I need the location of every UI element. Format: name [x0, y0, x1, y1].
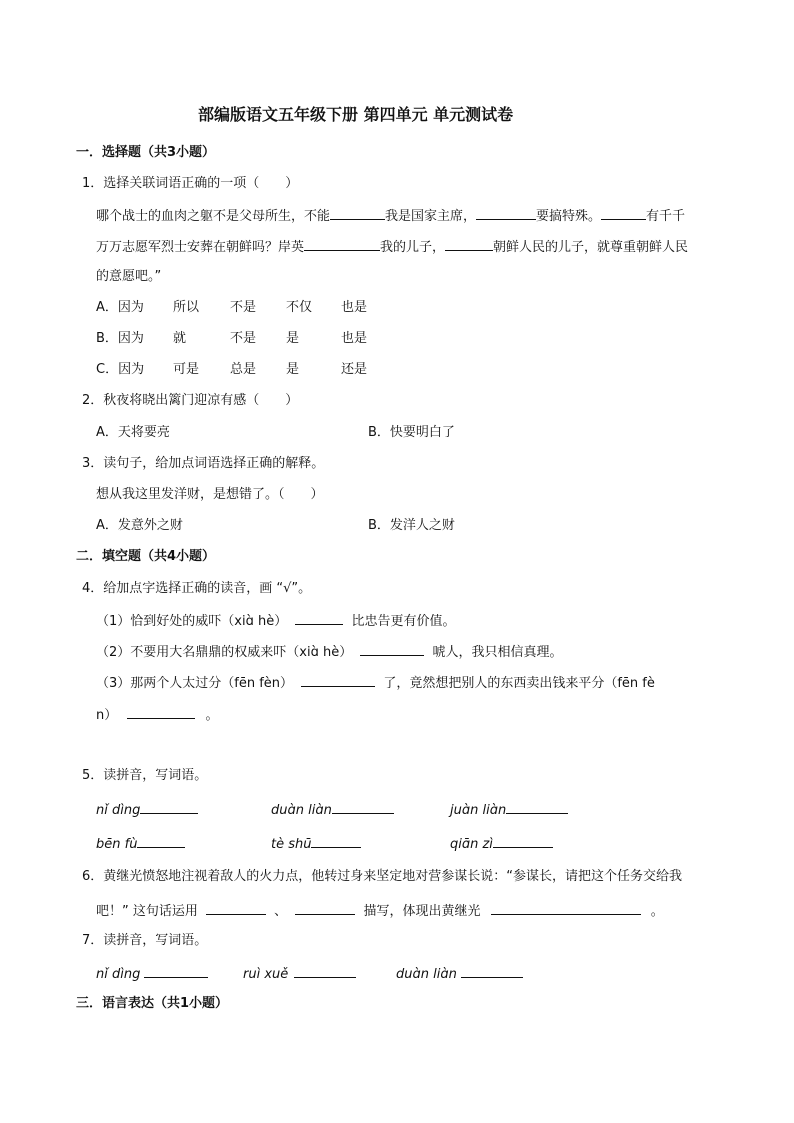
answer-blank[interactable]	[491, 901, 641, 915]
answer-blank[interactable]	[301, 673, 375, 687]
passage-text: 要搞特殊。	[536, 209, 602, 224]
passage-text: 哪个战士的血肉之躯不是父母所生，不能	[96, 209, 331, 224]
part-text: （1）恰到好处的威吓（xiɑ̀ hè）	[96, 614, 288, 629]
pinyin-item	[396, 964, 523, 984]
pinyin-item	[96, 800, 198, 820]
answer-blank[interactable]	[330, 206, 385, 220]
question-5-stem: 5．读拼音，写词语。	[82, 768, 208, 783]
answer-blank[interactable]	[332, 800, 394, 814]
passage-text: 我是国家主席，	[385, 209, 477, 224]
section-heading-expression: 三．语言表达（共1小题）	[76, 996, 229, 1011]
question-4-part-1	[96, 611, 456, 631]
question-1-passage-line-2	[96, 237, 688, 257]
answer-blank[interactable]	[295, 611, 343, 625]
section-heading-choice: 一．选择题（共3小题）	[76, 145, 216, 160]
option-c-word: 可是	[173, 362, 200, 377]
passage-text: 朝鲜人民的儿子，就尊重朝鲜人民	[493, 240, 689, 255]
question-7-stem: 7．读拼音，写词语。	[82, 933, 208, 948]
option-c-label[interactable]: C．因为	[96, 362, 145, 377]
pinyin-text: duɑ̀n liɑ̀n	[396, 967, 457, 982]
question-2-option-b[interactable]: B．快要明白了	[368, 425, 455, 440]
option-b-word: 就	[173, 331, 187, 346]
pinyin-item	[450, 834, 553, 854]
passage-text: 我的儿子，	[380, 240, 446, 255]
pinyin-text: bēn fù	[96, 837, 138, 852]
question-1-passage-line-3: 的意愿吧。”	[96, 269, 162, 284]
pinyin-item	[96, 964, 208, 984]
q6-text: 吧！” 这句话运用	[96, 904, 198, 919]
question-4-stem: 4．给加点字选择正确的读音，画 “√”。	[82, 581, 312, 596]
answer-blank[interactable]	[461, 964, 523, 978]
option-b-label[interactable]: B．因为	[96, 331, 144, 346]
pinyin-item	[450, 800, 568, 820]
part-text: 了，竟然想把别人的东西卖出钱来平分（fēn fè	[383, 676, 655, 691]
option-b-word: 也是	[341, 331, 368, 346]
option-a-word: 不仅	[286, 300, 313, 315]
part-text: n）	[96, 708, 118, 723]
answer-blank[interactable]	[360, 642, 424, 656]
pinyin-text: juɑ̀n liɑ̀n	[450, 803, 507, 818]
answer-blank[interactable]	[476, 206, 536, 220]
option-a-word: 所以	[173, 300, 200, 315]
q6-text: 描写，体现出黄继光	[363, 904, 481, 919]
part-text: （2）不要用大名鼎鼎的权威来吓（xiɑ̀ hè）	[96, 645, 353, 660]
pinyin-item	[96, 834, 185, 854]
pinyin-text: tè shū	[271, 837, 312, 852]
pinyin-text: ruì xuě	[243, 967, 289, 982]
question-2-stem: 2．秋夜将晓出篱门迎凉有感（ ）	[82, 393, 299, 408]
pinyin-text: nǐ dìng	[96, 803, 141, 818]
question-3-option-a[interactable]: A．发意外之财	[96, 518, 183, 533]
q6-text: 。	[650, 904, 664, 919]
answer-blank[interactable]	[295, 901, 355, 915]
answer-blank[interactable]	[144, 964, 208, 978]
part-text: （3）那两个人太过分（fēn fèn）	[96, 676, 294, 691]
question-1-stem: 1．选择关联词语正确的一项（ ）	[82, 176, 299, 191]
option-b-word: 是	[286, 331, 300, 346]
section-heading-fill: 二．填空题（共4小题）	[76, 549, 216, 564]
answer-blank[interactable]	[601, 206, 646, 220]
q6-text: 、	[274, 904, 288, 919]
question-4-part-2	[96, 642, 563, 662]
answer-blank[interactable]	[206, 901, 266, 915]
pinyin-item	[243, 964, 356, 984]
question-4-part-3-continued	[96, 705, 219, 725]
part-text: 比忠告更有价值。	[351, 614, 456, 629]
passage-text: 万万志愿军烈士安葬在朝鲜吗？岸英	[96, 240, 305, 255]
option-a-label[interactable]: A．因为	[96, 300, 144, 315]
answer-blank[interactable]	[493, 834, 553, 848]
question-2-option-a[interactable]: A．天将要亮	[96, 425, 170, 440]
pinyin-text: duɑ̀n liɑ̀n	[271, 803, 332, 818]
part-text: 。	[205, 708, 219, 723]
pinyin-text: nǐ dìng	[96, 967, 141, 982]
option-a-word: 也是	[341, 300, 368, 315]
question-4-part-3	[96, 673, 655, 693]
answer-blank[interactable]	[137, 834, 185, 848]
option-c-word: 还是	[341, 362, 368, 377]
option-c-word: 是	[286, 362, 300, 377]
option-b-word: 不是	[230, 331, 257, 346]
page-title: 部编版语文五年级下册 第四单元 单元测试卷	[198, 105, 514, 124]
passage-text: 有千千	[646, 209, 686, 224]
option-c-word: 总是	[230, 362, 257, 377]
answer-blank[interactable]	[304, 237, 380, 251]
option-a-word: 不是	[230, 300, 257, 315]
question-6-line-1: 6．黄继光愤怒地注视着敌人的火力点，他转过身来坚定地对营参谋长说：“参谋长，请把这个任务交给我	[82, 869, 683, 884]
question-3-option-b[interactable]: B．发洋人之财	[368, 518, 455, 533]
question-6-line-2	[96, 901, 664, 921]
answer-blank[interactable]	[506, 800, 568, 814]
question-3-sentence: 想从我这里发洋财，是想错了。（ ）	[96, 487, 324, 502]
pinyin-item	[271, 834, 361, 854]
answer-blank[interactable]	[311, 834, 361, 848]
part-text: 唬人，我只相信真理。	[432, 645, 563, 660]
answer-blank[interactable]	[140, 800, 198, 814]
answer-blank[interactable]	[445, 237, 493, 251]
pinyin-item	[271, 800, 394, 820]
question-3-stem: 3．读句子，给加点词语选择正确的解释。	[82, 456, 325, 471]
answer-blank[interactable]	[294, 964, 356, 978]
question-1-passage-line-1	[96, 206, 685, 226]
pinyin-text: qiɑ̄n zì	[450, 837, 493, 852]
answer-blank[interactable]	[127, 705, 195, 719]
